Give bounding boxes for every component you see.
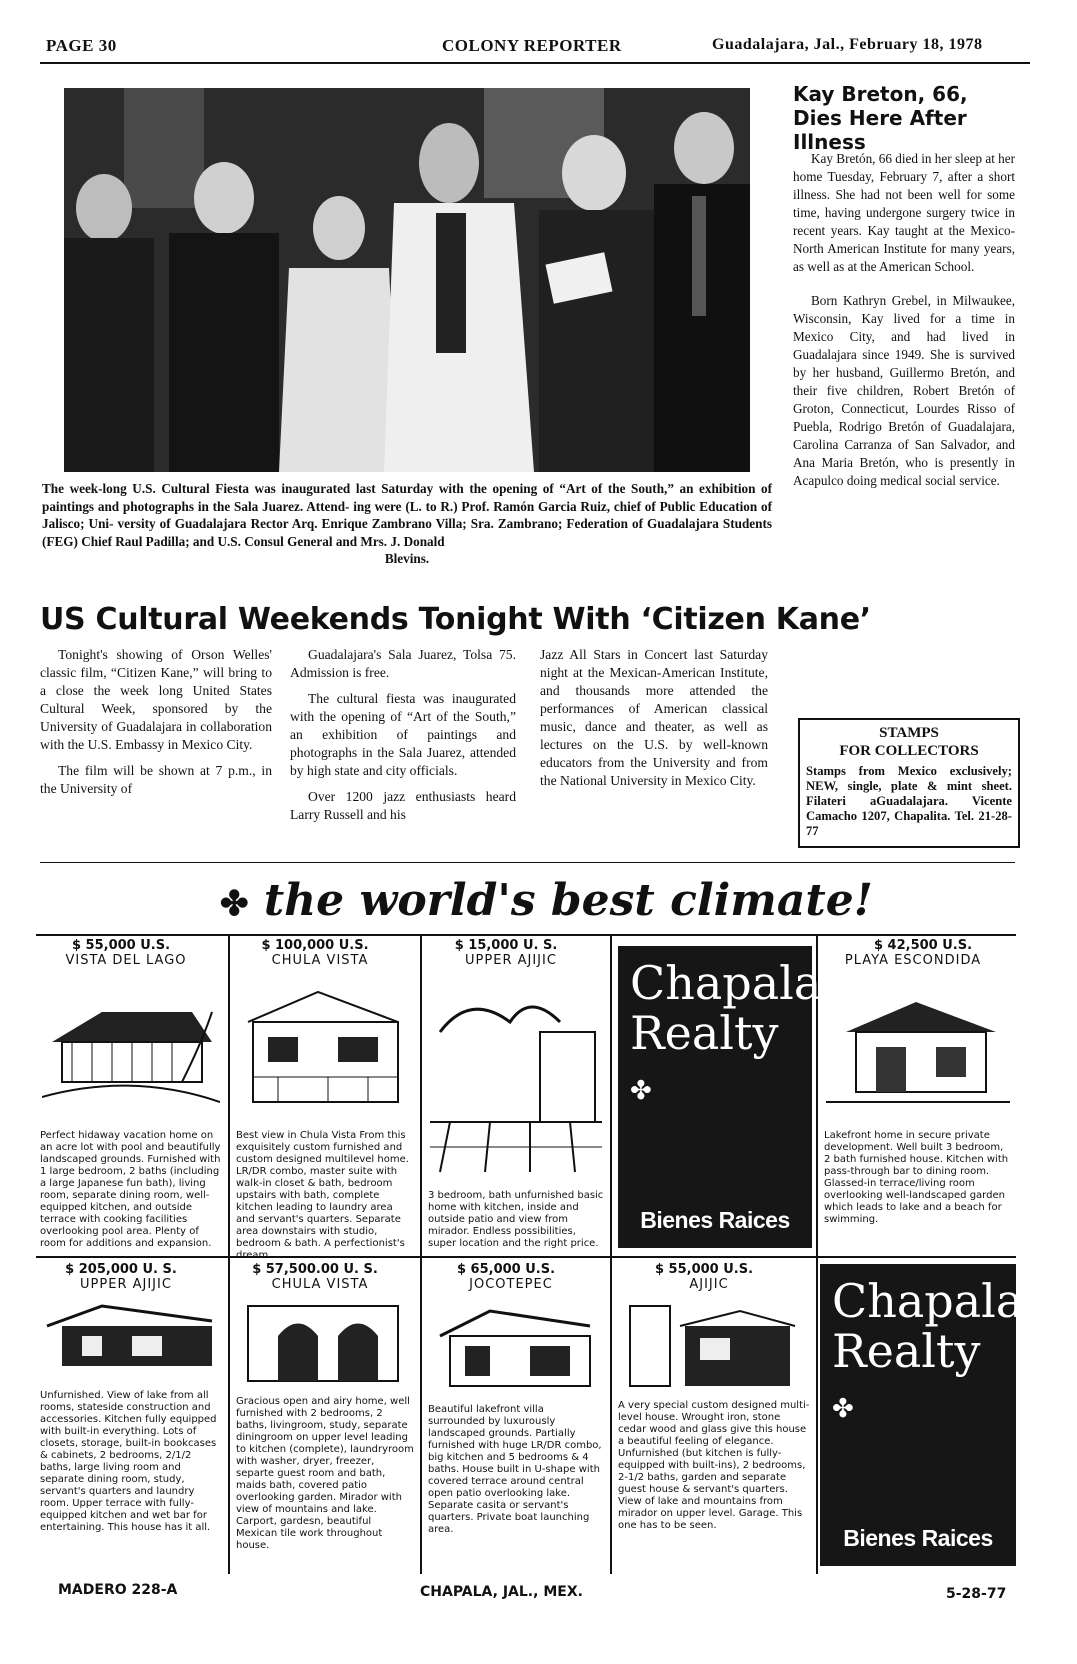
masthead-rule bbox=[40, 62, 1030, 64]
page-number: PAGE 30 bbox=[46, 36, 117, 55]
listing-chula-vista-57k bbox=[232, 1262, 418, 1552]
clover-icon: ✤ bbox=[832, 1394, 854, 1424]
article-column-2 bbox=[290, 646, 516, 832]
listing-location: PLAYA ESCONDIDA bbox=[844, 953, 982, 968]
caption-line: “Art of the South,” an exhibition of paintings and photographs in the Sala Juarez. Attend- bbox=[42, 481, 773, 514]
house-sketch-graphic bbox=[42, 972, 220, 1122]
house-sketch-graphic bbox=[430, 972, 602, 1182]
brand-subtitle: Bienes Raices bbox=[843, 1525, 993, 1551]
caption-line: The week-long U.S. Cultural Fiesta was inaugurated last Saturday with the opening of bbox=[42, 481, 554, 496]
listing-ajijic-55k bbox=[614, 1262, 814, 1532]
grid-rule-v4 bbox=[816, 934, 818, 1574]
paragraph: Guadalajara's Sala Juarez, Tolsa 75. Admission is free. bbox=[290, 647, 516, 680]
listing-location: UPPER AJIJIC bbox=[80, 1277, 172, 1292]
stamps-ad-subtitle: FOR COLLECTORS bbox=[839, 743, 979, 759]
stamps-ad bbox=[798, 718, 1020, 848]
caption-line: versity of Guadalajara Rector Arq. Enrique Zambrano Villa; Sra. Zambrano; Federation of bbox=[117, 516, 643, 531]
listing-description: Lakefront home in secure private development. Well built 3 bedroom, 2 bath furnished house. Kitchen with pass-through bar to dining room. Glassed-in terrace/living room overlooking well-landscaped garden which leads to lake and a beach for swimming. bbox=[824, 1130, 1009, 1225]
caption-line: ing were (L. to R.) Prof. Ramón Garcia Ruiz, chief of Public Education of Jalisco; Uni- bbox=[42, 498, 772, 531]
listing-upper-ajijic-205k bbox=[36, 1262, 226, 1534]
stamps-ad-body: Stamps from Mexico exclusively; NEW, single, plate & mint sheet. Filateri aGuadalajara. Vicente Camacho 1207, Chapalita. Tel. 21-28-77 bbox=[806, 764, 1012, 838]
listing-price: $ 65,000 U.S. bbox=[456, 1262, 556, 1277]
listing-description: Beautiful lakefront villa surrounded by luxurously landscaped grounds. Partially furnished with huge LR/DR combo, big kitchen and 5 bedrooms & 4 baths. House built in U-shape with covered terrace around central open patio overlooking lake. Separate casita or servant's quarters. Private boat launching area. bbox=[428, 1404, 602, 1535]
listing-price: $ 15,000 U. S. bbox=[454, 938, 558, 953]
listing-price: $ 57,500.00 U. S. bbox=[252, 1262, 378, 1277]
listing-price: $ 55,000 U.S. bbox=[654, 1262, 754, 1277]
house-sketch-graphic bbox=[430, 1296, 602, 1396]
brand-subtitle: Bienes Raices bbox=[640, 1207, 790, 1233]
realty-banner bbox=[220, 875, 873, 926]
caption-line: Guadalajara Students (FEG) Chief Raul Padilla; and U.S. Consul General and Mrs. J. Donald bbox=[42, 516, 773, 549]
chapala-realty-logo-2 bbox=[820, 1264, 1024, 1566]
brand-name-2: Realty ✤ bbox=[832, 1324, 981, 1424]
house-sketch-graphic bbox=[238, 972, 412, 1122]
article-column-1 bbox=[40, 646, 272, 806]
grid-rule-v1 bbox=[228, 934, 230, 1574]
listing-description: A very special custom designed multi-level house. Wrought iron, stone cedar wood and glass give this house a beautiful feeling of elegance. Unfurnished (but kitchen is fully-equipped with built-ins), 2 bedrooms, 2-1/2 baths, garden and separate guest house & servant's quarters. View of lake and mountains from mirador on upper level. Garage. This one has to be seen. bbox=[618, 1400, 810, 1531]
paragraph: Tonight's showing of Orson Welles' classic film, “Citizen Kane,” will bring to a close the week long United States Cultural Week, sponsored by the University of Guadalajara in collaboration with the U.S. Embassy in Mexico City. bbox=[40, 647, 272, 752]
brand-name: Chapala bbox=[630, 956, 822, 1010]
listing-price: $ 205,000 U. S. bbox=[65, 1262, 177, 1277]
listing-location: UPPER AJIJIC bbox=[465, 953, 557, 968]
house-sketch-graphic bbox=[42, 1296, 220, 1382]
chapala-realty-logo-1 bbox=[618, 946, 822, 1248]
clover-icon: ✤ bbox=[220, 884, 249, 924]
paragraph: The film will be shown at 7 p.m., in the University of bbox=[40, 763, 272, 796]
listing-playa-escondida bbox=[820, 938, 1016, 1226]
listing-price: $ 42,500 U.S. bbox=[873, 938, 973, 953]
paragraph: Kay Bretón, 66 died in her sleep at her home Tuesday, February 7, after a short illness. She had not been well for some time, having undergone surgery twice in recent years. Kay taught at the Mexico-North American Institute for many years, as well as at the American School. bbox=[793, 151, 1015, 274]
photo-caption bbox=[42, 480, 772, 568]
listing-vista-del-lago bbox=[36, 938, 226, 1250]
newspaper-name: COLONY REPORTER bbox=[442, 36, 622, 55]
grid-rule-top bbox=[36, 934, 1016, 936]
listing-price: $ 100,000 U.S. bbox=[261, 938, 369, 953]
caption-line: Blevins. bbox=[384, 551, 430, 566]
listing-location: CHULA VISTA bbox=[271, 953, 369, 968]
realty-banner-text: the world's best climate! bbox=[263, 875, 873, 926]
listing-jocotepec bbox=[424, 1262, 608, 1536]
news-photo bbox=[64, 88, 750, 472]
listing-chula-vista-100k bbox=[232, 938, 418, 1262]
clover-icon: ✤ bbox=[630, 1076, 652, 1106]
section-rule bbox=[40, 862, 1015, 863]
listing-description: Unfurnished. View of lake from all rooms, stateside construction and accessories. Kitchen fully equipped with built-in everything. Lots of closets, storage, built-in bookcases & cabinets, 2 bedrooms, 2/1/2 baths, large living room and separate dining room, study, servant's quarters and laundry room. Upper terrace with fully-equipped kitchen and wet bar for entertaining. This house has it all. bbox=[40, 1390, 217, 1533]
grid-rule-v3 bbox=[610, 934, 612, 1574]
grid-rule-middle bbox=[36, 1256, 1016, 1258]
listing-description: Gracious open and airy home, well furnished with 2 bedrooms, 2 baths, livingroom, study, separate diningroom on upper level leading to kitchen (complete), laundryroom with washer, dryer, freezer, separte guest room and bath, maids bath, covered patio overlooking garden. Mirador with view of mountains and lake. Carport, gardesn, beautiful Mexican tile work throughout house. bbox=[236, 1396, 414, 1551]
paragraph: Jazz All Stars in Concert last Saturday night at the Mexican-American Institute, and thousands more attended the performances of American classical music, dance and theater, as well as lectures on the U.S. by well-known educators from the University and from the National University in Mexico City. bbox=[540, 647, 768, 788]
ad-code: 5-28-77 bbox=[946, 1586, 1007, 1602]
photo-figures-graphic bbox=[64, 88, 750, 472]
realty-city: CHAPALA, JAL., MEX. bbox=[420, 1584, 583, 1600]
listing-description: Perfect hidaway vacation home on an acre lot with pool and beautifully landscaped grounds. Furnished with 1 large bedroom, 2 baths (including a large Japanese fun bath), living room, separate dining room, well-equipped kitchen, and outside terrace with cooking facilities overlooking pool area. Plenty of room for additions and expansion. bbox=[40, 1130, 221, 1249]
house-sketch-graphic bbox=[238, 1296, 412, 1388]
house-sketch-graphic bbox=[826, 972, 1010, 1122]
listing-upper-ajijic-15k bbox=[424, 938, 608, 1250]
brand-name-2: Realty ✤ bbox=[630, 1006, 779, 1106]
paragraph: Born Kathryn Grebel, in Milwaukee, Wisconsin, Kay lived for a time in Mexico City, and had lived in Guadalajara since 1949. She is survived by her husband, Guillermo Bretón, and their five children, Robert Bretón of Groton, Connecticut, Lourdes Risso of Puebla, Rodrigo Bretón of Guadalajara, Carolina Carranza of San Salvador, and Ana Maria Bretón, who is presently in Acapulco doing medical social service. bbox=[793, 293, 1015, 488]
listing-location: CHULA VISTA bbox=[271, 1277, 369, 1292]
listing-description: 3 bedroom, bath unfurnished basic home with kitchen, inside and outside patio and view from mirador. Endless possibilities, super location and the right price. bbox=[428, 1190, 604, 1249]
obituary-headline: Kay Breton, 66, Dies Here After Illness bbox=[793, 82, 968, 154]
listing-location: JOCOTEPEC bbox=[469, 1277, 553, 1292]
stamps-ad-title: STAMPS bbox=[879, 725, 939, 741]
paragraph: Over 1200 jazz enthusiasts heard Larry Russell and his bbox=[290, 789, 516, 822]
listing-price: $ 55,000 U.S. bbox=[71, 938, 171, 953]
realty-address: MADERO 228-A bbox=[58, 1582, 178, 1598]
article-headline: US Cultural Weekends Tonight With ‘Citizen Kane’ bbox=[40, 602, 871, 637]
dateline: Guadalajara, Jal., February 18, 1978 bbox=[712, 36, 983, 53]
house-sketch-graphic bbox=[620, 1296, 808, 1392]
article-column-3 bbox=[540, 646, 768, 798]
listing-description: Best view in Chula Vista From this exquisitely custom furnished and custom designed multilevel home. LR/DR combo, master suite with walk-in closet & bath, bedroom upstairs with bath, complete kitchen leading to laundry area and servant's quarters. Separate area downstairs with studio, bedroom & bath. A perfectionist's dream. bbox=[236, 1130, 409, 1261]
listing-location: VISTA DEL LAGO bbox=[65, 953, 187, 968]
listing-location: AJIJIC bbox=[689, 1277, 729, 1292]
grid-rule-v2 bbox=[420, 934, 422, 1574]
paragraph: The cultural fiesta was inaugurated with the opening of “Art of the South,” an exhibition of paintings and photographs in the Sala Juarez, attended by high state and city officials. bbox=[290, 691, 516, 778]
brand-name: Chapala bbox=[832, 1274, 1024, 1328]
obituary-body bbox=[793, 150, 1015, 498]
